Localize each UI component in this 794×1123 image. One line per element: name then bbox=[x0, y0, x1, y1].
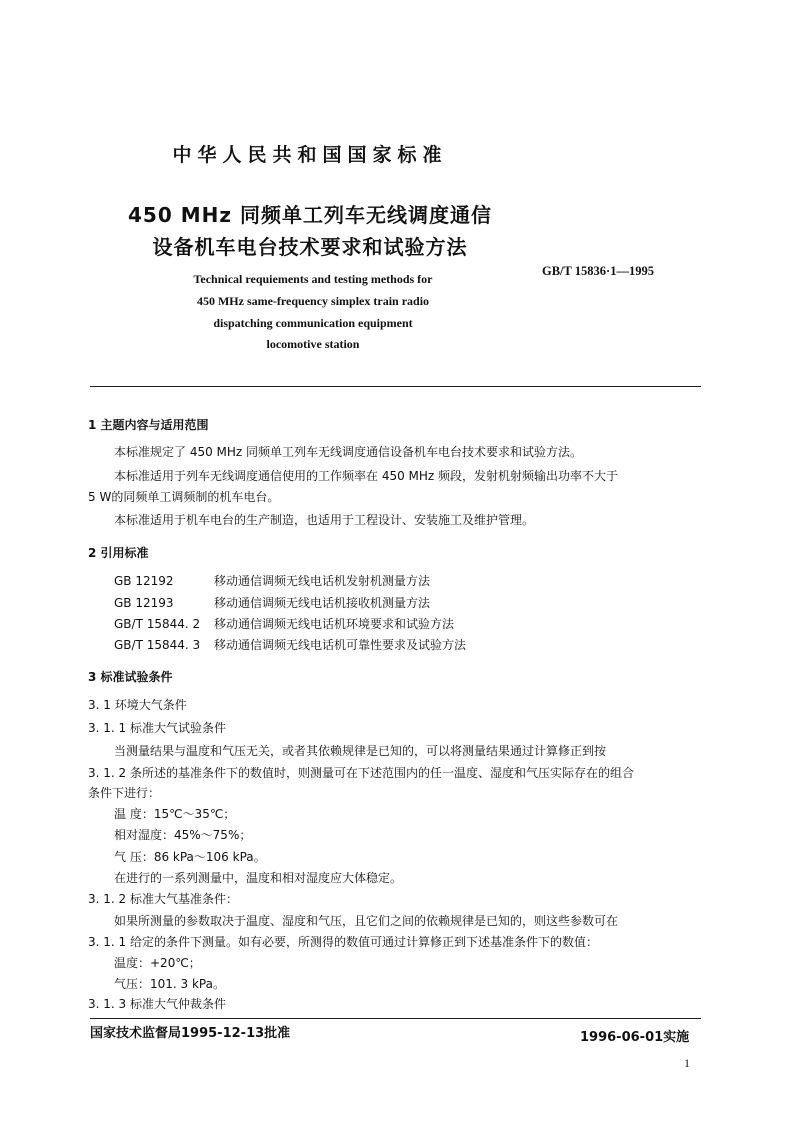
document-title-line1: 450 MHz 同频单工列车无线调度通信 bbox=[128, 203, 492, 227]
national-standard-header: 中华人民共和国国家标准 bbox=[172, 144, 448, 166]
reference-title: 移动通信调频无线电话机接收机测量方法 bbox=[214, 596, 431, 610]
section1-paragraph2-line1: 本标准适用于列车无线调度通信使用的工作频率在 450 MHz 频段，发射机射频输出功率不大于 bbox=[114, 469, 619, 483]
standard-code: GB/T 15836·1—1995 bbox=[542, 264, 654, 278]
condition-temperature: 温 度：15℃～35℃； bbox=[114, 807, 236, 821]
subsection-3-1-2-paragraph-line2: 3. 1. 1 给定的条件下测量。如有必要，所测得的数值可通过计算修正到下述基准条件下的数值： bbox=[88, 935, 598, 949]
english-title-line4: locomotive station bbox=[266, 337, 360, 351]
subsection-3-1-2-heading: 3. 1. 2 标准大气基准条件： bbox=[88, 892, 238, 906]
subsection-3-1-3-heading: 3. 1. 3 标准大气仲裁条件 bbox=[88, 997, 226, 1011]
reference-code: GB/T 15844. 3 bbox=[114, 638, 201, 652]
page-number: 1 bbox=[684, 1056, 690, 1070]
english-title-line3: dispatching communication equipment bbox=[213, 316, 413, 330]
section1-heading: 1 主题内容与适用范围 bbox=[88, 418, 209, 432]
reference-item bbox=[114, 595, 430, 611]
subsection-3-1-1-paragraph-line2: 3. 1. 2 条所述的基准条件下的数值时，则测量可在下述范围内的任一温度、湿度和气压实际存在的组合 bbox=[88, 766, 634, 780]
subsection-3-1-1-paragraph-line1: 当测量结果与温度和气压无关，或者其依赖规律是已知的，可以将测量结果通过计算修正到按 bbox=[114, 744, 607, 758]
english-title-line1: Technical requiements and testing methods for bbox=[193, 272, 433, 286]
implementation-date: 1996-06-01实施 bbox=[580, 1030, 690, 1045]
subsection-3-1-1-heading: 3. 1. 1 标准大气试验条件 bbox=[88, 721, 226, 735]
reference-temperature: 温度：+20℃； bbox=[114, 956, 201, 970]
document-title-line2: 设备机车电台技术要求和试验方法 bbox=[152, 235, 468, 259]
reference-code: GB/T 15844. 2 bbox=[114, 617, 201, 631]
english-title-line2: 450 MHz same-frequency simplex train radio bbox=[196, 294, 430, 308]
reference-title: 移动通信调频无线电话机环境要求和试验方法 bbox=[214, 617, 455, 631]
reference-item bbox=[114, 573, 430, 589]
subsection-3-1-1-paragraph-line3: 条件下进行： bbox=[88, 786, 161, 800]
condition-pressure: 气 压：86 kPa～106 kPa。 bbox=[114, 850, 266, 864]
subsection-3-1-heading: 3. 1 环境大气条件 bbox=[88, 698, 187, 712]
section1-paragraph3: 本标准适用于机车电台的生产制造，也适用于工程设计、安装施工及维护管理。 bbox=[114, 513, 535, 527]
reference-item bbox=[114, 616, 454, 632]
reference-code: GB 12193 bbox=[114, 596, 174, 610]
section1-paragraph2-line2: 5 W的同频单工调频制的机车电台。 bbox=[88, 490, 280, 504]
reference-title: 移动通信调频无线电话机可靠性要求及试验方法 bbox=[214, 638, 467, 652]
section2-heading: 2 引用标准 bbox=[88, 546, 149, 560]
section3-heading: 3 标准试验条件 bbox=[88, 670, 173, 684]
bottom-divider bbox=[90, 1018, 701, 1019]
subsection-3-1-2-paragraph-line1: 如果所测量的参数取决于温度、湿度和气压，且它们之间的依赖规律是已知的，则这些参数可在 bbox=[114, 914, 619, 928]
approval-line: 国家技术监督局1995-12-13批准 bbox=[90, 1026, 291, 1041]
condition-humidity: 相对湿度：45%～75%； bbox=[114, 828, 252, 842]
reference-pressure: 气压：101. 3 kPa。 bbox=[114, 977, 225, 991]
reference-item bbox=[114, 637, 466, 653]
reference-code: GB 12192 bbox=[114, 574, 174, 588]
top-divider bbox=[90, 386, 701, 387]
reference-title: 移动通信调频无线电话机发射机测量方法 bbox=[214, 574, 431, 588]
subsection-3-1-1-paragraph2: 在进行的一系列测量中，温度和相对湿度应大体稳定。 bbox=[114, 871, 403, 885]
section1-paragraph1: 本标准规定了 450 MHz 同频单工列车无线调度通信设备机车电台技术要求和试验方法。 bbox=[114, 445, 583, 459]
